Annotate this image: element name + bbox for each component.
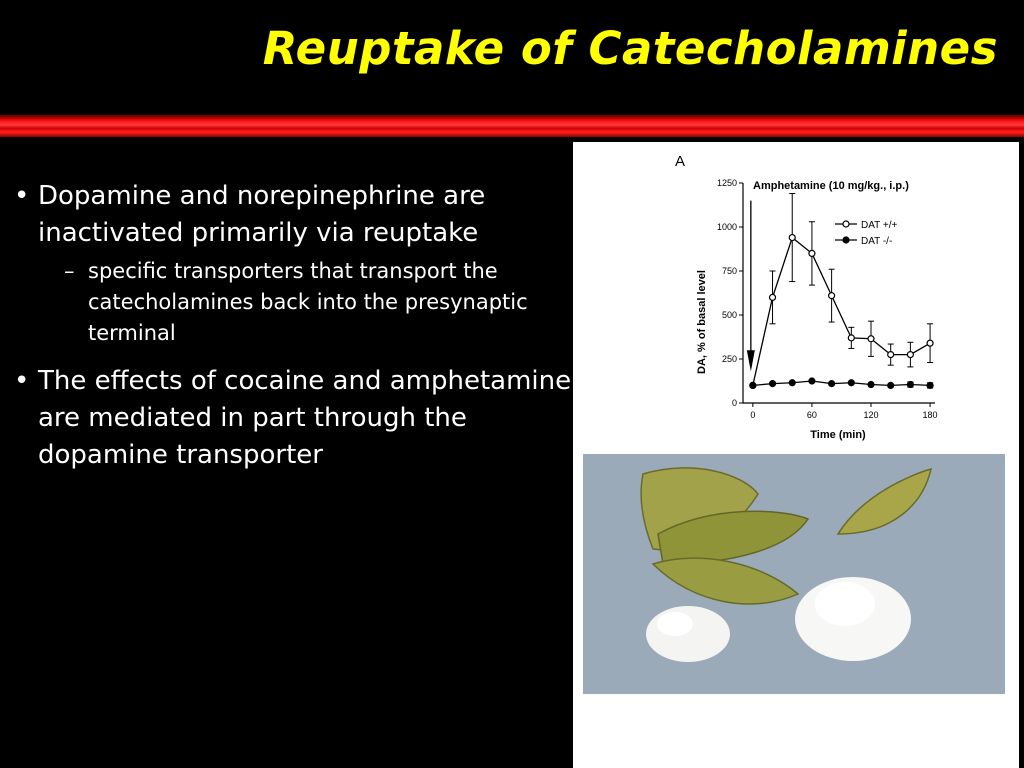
bullet-icon: • — [14, 181, 30, 211]
y-tick-label: 250 — [721, 354, 737, 364]
data-point — [868, 382, 874, 388]
coca-leaves-photo — [583, 454, 1005, 694]
data-point — [907, 352, 913, 358]
data-point — [888, 352, 894, 358]
x-tick-label: 0 — [750, 410, 756, 420]
y-tick-label: 1000 — [716, 222, 737, 232]
sub-bullet-text: specific transporters that transport the catecholamines back into the presynaptic terminal — [88, 259, 528, 345]
y-tick-label: 0 — [731, 398, 737, 408]
data-point — [927, 382, 933, 388]
dopamine-chart — [573, 142, 1019, 450]
data-point — [868, 336, 874, 342]
data-point — [809, 378, 815, 384]
powder-pile-small — [657, 612, 693, 636]
chart-legend — [835, 220, 897, 247]
x-tick-label: 180 — [922, 410, 938, 420]
legend-label: DAT -/- — [861, 236, 893, 247]
x-tick-label: 120 — [863, 410, 879, 420]
legend-marker — [843, 237, 849, 243]
data-point — [809, 250, 815, 256]
powder-pile-large — [815, 582, 875, 626]
figure-panel — [573, 142, 1019, 768]
bullet-list — [14, 178, 574, 488]
powder-pile-small — [646, 606, 730, 662]
panel-label: A — [675, 153, 686, 170]
data-point — [848, 335, 854, 341]
bullet-item — [14, 178, 574, 349]
sub-bullet-item — [64, 256, 574, 349]
data-point — [770, 294, 776, 300]
slide-title: Reuptake of Catecholamines — [262, 22, 998, 75]
data-point — [888, 382, 894, 388]
title-divider — [0, 115, 1024, 137]
sub-bullet-list — [64, 256, 574, 349]
data-point — [770, 381, 776, 387]
x-axis-label: Time (min) — [810, 429, 866, 441]
bullet-icon: • — [14, 366, 30, 396]
data-point — [789, 235, 795, 241]
chart-marks — [747, 194, 933, 389]
series-line — [753, 238, 930, 386]
data-point — [829, 293, 835, 299]
chart-title: Amphetamine (10 mg/kg., i.p.) — [753, 180, 909, 192]
arrow-head-icon — [747, 350, 755, 371]
dash-icon: – — [64, 259, 75, 283]
data-point — [789, 380, 795, 386]
bullet-text: Dopamine and norepinephrine are inactivated primarily via reuptake — [38, 181, 486, 248]
data-point — [829, 381, 835, 387]
data-point — [848, 380, 854, 386]
bullet-text: The effects of cocaine and amphetamine are mediated in part through the dopamine transporter — [38, 366, 572, 470]
y-tick-label: 500 — [721, 310, 737, 320]
series-line — [753, 381, 930, 385]
x-tick-label: 60 — [806, 410, 817, 420]
legend-label: DAT +/+ — [861, 220, 898, 231]
y-tick-label: 750 — [721, 266, 737, 276]
data-point — [750, 382, 756, 388]
y-tick-label: 1250 — [716, 178, 737, 188]
bullet-item — [14, 363, 574, 474]
data-point — [927, 340, 933, 346]
data-point — [907, 382, 913, 388]
y-axis-label: DA, % of basal level — [696, 270, 708, 374]
legend-marker — [843, 221, 849, 227]
